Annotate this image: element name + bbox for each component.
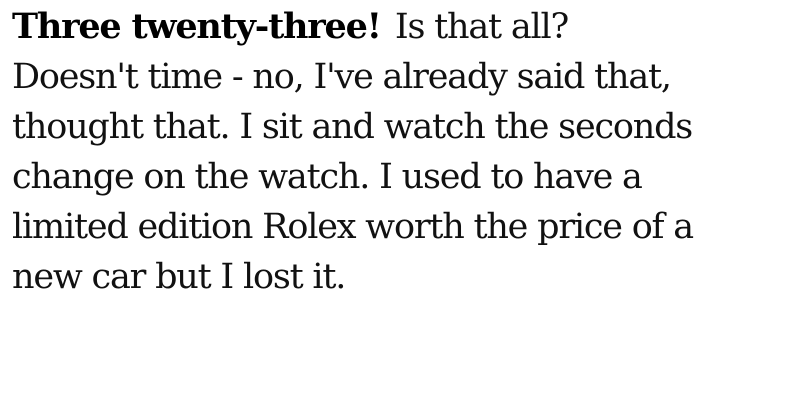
lead-phrase: Three twenty-three!	[12, 6, 381, 47]
passage-line-3: thought that. I sit and watch the seconds	[12, 107, 693, 147]
first-line-rest: Is that all?	[394, 7, 569, 47]
passage-line-5: limited edition Rolex worth the price of a	[12, 207, 693, 247]
passage-line-2: Doesn't time - no, I've already said that,	[12, 57, 671, 97]
text-passage	[12, 2, 792, 302]
passage-line-1	[12, 2, 792, 52]
passage-line-6: new car but I lost it.	[12, 257, 346, 297]
passage-line-4: change on the watch. I used to have a	[12, 157, 642, 197]
